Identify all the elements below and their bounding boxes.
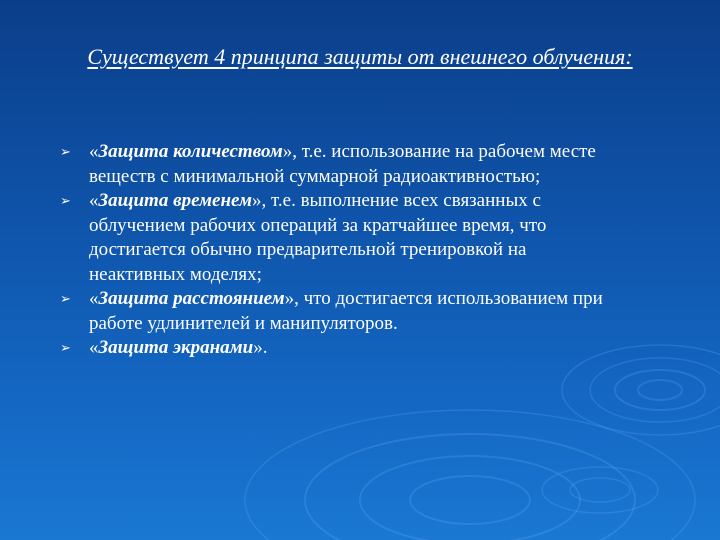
principles-list — [60, 140, 620, 361]
arrow-bullet-icon: ➢ — [60, 292, 71, 307]
principle-name: Защита временем — [98, 190, 253, 211]
principle-description: », что достигается использованием при работе удлинителей и манипуляторов. — [89, 288, 603, 334]
list-item-quantity — [60, 140, 620, 189]
open-quote: « — [89, 141, 99, 162]
open-quote: « — [89, 337, 99, 358]
arrow-bullet-icon: ➢ — [60, 194, 71, 209]
principle-description: », т.е. использование на рабочем месте веществ с минимальной суммарной радиоактивностью; — [89, 141, 596, 187]
principle-name: Защита расстоянием — [98, 288, 285, 309]
list-item-distance — [60, 287, 620, 336]
open-quote: « — [89, 190, 99, 211]
slide-title: Существует 4 принципа защиты от внешнего облучения: — [87, 44, 633, 69]
list-item-shielding — [60, 336, 620, 361]
arrow-bullet-icon: ➢ — [60, 341, 71, 356]
principle-name: Защита экранами — [98, 337, 254, 358]
open-quote: « — [89, 288, 99, 309]
principle-description: », т.е. выполнение всех связанных с облучением рабочих операций за кратчайшее время, что достигается обычно предварительной тренировкой на неактивных моделях; — [89, 190, 547, 285]
principle-name: Защита количеством — [98, 141, 283, 162]
principle-description: ». — [253, 337, 268, 358]
arrow-bullet-icon: ➢ — [60, 145, 71, 160]
list-item-time — [60, 189, 620, 287]
